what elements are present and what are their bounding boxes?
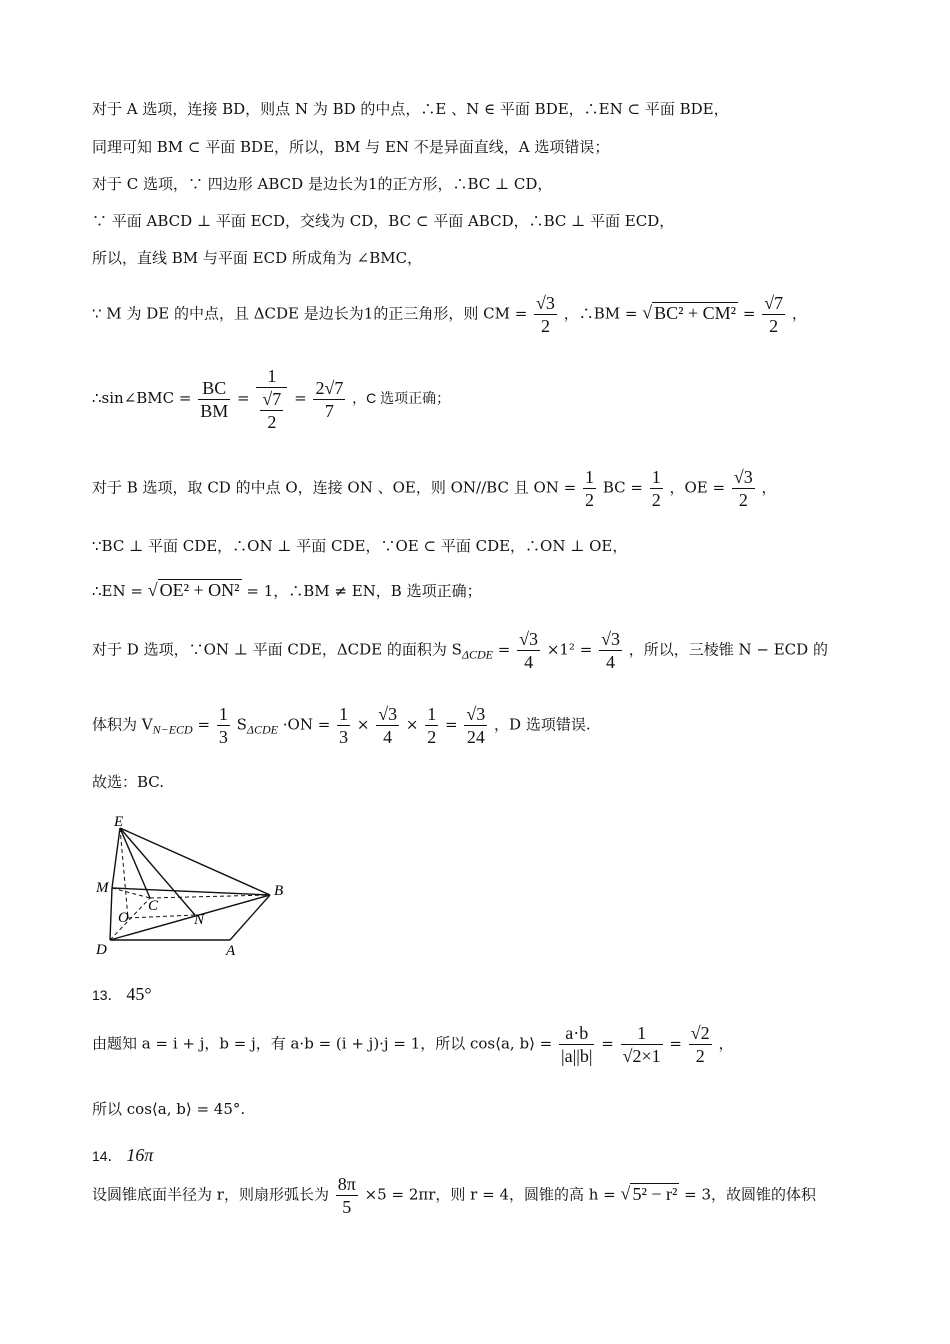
l11-text-d: ，所以，三棱锥 N − ECD 的 — [628, 640, 828, 659]
num: 1 — [621, 1022, 663, 1045]
text-line-12 — [92, 703, 591, 748]
l11-text-a: 对于 D 选项，∵ON ⊥ 平面 CDE，ΔCDE 的面积为 S — [92, 640, 462, 659]
frac-1-over-2-b — [650, 466, 663, 511]
frac-sqrt3-over-24 — [464, 703, 487, 748]
l7-text-a: ∴sin∠BMC = — [92, 389, 192, 407]
l6-text-b: ，∴BM = — [563, 304, 638, 323]
l16-text-b: ×5 = 2πr，则 r = 4，圆锥的高 h = — [364, 1185, 616, 1204]
geometry-figure — [90, 810, 300, 960]
num: √3 — [536, 293, 555, 313]
den: 2 — [651, 490, 661, 510]
frac-1-over-3 — [217, 703, 230, 748]
radicand: OE² + ON² — [159, 580, 240, 600]
l12-text-c: S — [236, 715, 247, 734]
frac-sqrt2-over-2 — [689, 1022, 712, 1067]
label-N: N — [194, 912, 205, 928]
edge-MD — [110, 888, 112, 940]
text-line-3: 对于 C 选项，∵ 四边形 ABCD 是边长为1的正方形，∴BC ⊥ CD， — [92, 175, 553, 193]
den: 3 — [339, 727, 349, 747]
label-D: D — [96, 942, 107, 958]
l12-text-g: = — [445, 715, 458, 734]
frac-bc-over-bm — [198, 377, 230, 422]
frac-ab-over-absab — [559, 1022, 594, 1067]
frac-sqrt3-over-2 — [534, 292, 557, 337]
den: 2 — [769, 316, 779, 336]
den: 2 — [738, 490, 748, 510]
l12-text-e: × — [356, 715, 370, 734]
num: 1 — [651, 467, 661, 487]
frac-sqrt3-over-4 — [517, 628, 540, 673]
l6-text-a: ∵ M 为 DE 的中点，且 ΔCDE 是边长为1的正三角形，则 CM = — [92, 304, 528, 323]
den: 3 — [218, 727, 228, 747]
frac-2sqrt7-over-7 — [313, 377, 345, 422]
text-line-16 — [92, 1173, 816, 1218]
inner-frac — [260, 388, 283, 433]
l14-text-a: 由题知 a = i + j，b = j，有 a·b = (i + j)·j = 1，所以 cos⟨a, b⟩ = — [92, 1034, 553, 1053]
text-line-13: 故选：BC. — [92, 773, 165, 791]
q13-number: 13． — [92, 987, 122, 1003]
frac-1-over-3-b — [337, 703, 350, 748]
text-line-9: ∵BC ⊥ 平面 CDE，∴ON ⊥ 平面 CDE，∵OE ⊂ 平面 CDE，∴ON ⊥ OE， — [92, 537, 628, 555]
text-line-4: ∵ 平面 ABCD ⊥ 平面 ECD，交线为 CD，BC ⊂ 平面 ABCD，∴BC ⊥ 平面 ECD， — [92, 212, 675, 230]
edge-BA — [230, 895, 270, 940]
num: √3 — [519, 629, 539, 649]
den: 2 — [267, 412, 277, 432]
edge-ON — [128, 915, 195, 918]
frac-1-over-2-c — [425, 703, 438, 748]
num: 1 — [585, 467, 595, 487]
den: 24 — [466, 727, 485, 747]
l12-text-f: × — [405, 715, 419, 734]
l7-text-b: = — [237, 389, 250, 407]
num: √3 — [733, 467, 753, 487]
num: 1 — [256, 365, 287, 388]
q13-answer: 45° — [126, 984, 152, 1004]
l14-text-b: = — [601, 1034, 614, 1053]
den: √2×1 — [622, 1046, 661, 1066]
l12-text-h: ，D 选项错误. — [494, 715, 591, 734]
label-B: B — [274, 883, 284, 899]
l8-text-d: ， — [761, 478, 777, 497]
num: √2 — [690, 1023, 710, 1043]
radicand: 5² − r² — [632, 1183, 678, 1204]
den: 2 — [585, 490, 595, 510]
l12-sub: N−ECD — [152, 722, 193, 737]
num: √3 — [601, 629, 620, 649]
den: BM — [200, 400, 229, 421]
sqrt-expr-2: √ OE² + ON² — [147, 580, 240, 600]
den: 2 — [695, 1046, 705, 1066]
frac-8pi-over-5 — [336, 1173, 358, 1218]
l7-text-c: = — [294, 389, 307, 407]
den: |a||b| — [561, 1046, 593, 1066]
den: 7 — [324, 400, 334, 421]
text-line-5: 所以，直线 BM 与平面 ECD 所成角为 ∠BMC， — [92, 249, 423, 267]
edge-CB — [150, 895, 270, 898]
label-C: C — [148, 898, 159, 914]
l12-text-b: = — [197, 715, 211, 734]
den: 2 — [540, 316, 550, 336]
den: 2 — [427, 727, 437, 747]
l14-text-c: = — [669, 1034, 682, 1053]
l11-text-c: ×1² = — [546, 640, 593, 659]
frac-1-over-sqrt2x1 — [621, 1022, 663, 1067]
num: √7 — [764, 293, 784, 313]
l6-text-e: ， — [791, 304, 807, 323]
sqrt-expr: √ BC² + CM² — [642, 302, 737, 323]
l12-text-a: 体积为 V — [92, 715, 153, 734]
num: BC — [198, 377, 230, 400]
l14-text-d: ， — [718, 1034, 734, 1053]
num: 1 — [339, 704, 349, 724]
label-E: E — [114, 814, 124, 830]
text-line-1: 对于 A 选项，连接 BD，则点 N 为 BD 的中点，∴E 、N ∈ 平面 BDE，∴EN ⊂ 平面 BDE， — [92, 100, 729, 118]
question-13 — [92, 982, 152, 1007]
num: a·b — [559, 1022, 594, 1045]
den: 4 — [606, 652, 615, 672]
text-line-10 — [92, 578, 482, 603]
text-line-8 — [92, 466, 777, 511]
text-line-7 — [92, 365, 450, 433]
edge-EO — [120, 828, 128, 918]
l10-text-c: = 1，∴BM ≠ EN，B 选项正确； — [246, 582, 482, 600]
l8-text-b: BC = — [602, 478, 643, 497]
l8-text-a: 对于 B 选项，取 CD 的中点 O，连接 ON 、OE，则 ON//BC 且 ON = — [92, 478, 577, 497]
num: √3 — [466, 704, 486, 724]
radicand: BC² + CM² — [654, 302, 737, 323]
q14-answer: 16π — [126, 1145, 154, 1165]
l11-text-b: = — [497, 640, 511, 659]
frac-1-over-2 — [583, 466, 596, 511]
num: 2√7 — [315, 377, 344, 398]
edge-EB — [120, 828, 270, 895]
den — [256, 388, 287, 433]
edge-EC — [120, 828, 150, 898]
label-O: O — [118, 910, 129, 926]
text-line-14 — [92, 1022, 733, 1067]
l16-text-d: = 3，故圆锥的体积 — [684, 1185, 817, 1204]
frac-sqrt3-over-2-b — [732, 466, 755, 511]
frac-sqrt3-over-4-b — [599, 628, 622, 673]
l6-text-d: = — [742, 304, 756, 323]
l7-text-d: ，C 选项正确； — [352, 390, 451, 406]
edge-EM — [112, 828, 120, 888]
text-line-2: 同理可知 BM ⊂ 平面 BDE，所以，BM 与 EN 不是异面直线，A 选项错误； — [92, 138, 610, 156]
frac-sqrt3-over-4-c — [376, 703, 399, 748]
num: √3 — [378, 704, 398, 724]
label-A: A — [226, 943, 236, 959]
num: √7 — [262, 389, 282, 409]
num: 1 — [218, 704, 228, 724]
l12-text-d: ·ON = — [282, 715, 331, 734]
text-line-6 — [92, 292, 807, 337]
edge-DB — [110, 895, 270, 940]
frac-sqrt7-over-2 — [762, 292, 785, 337]
sqrt-expr-3: √ 5² − r² — [620, 1183, 678, 1204]
l11-sub: ΔCDE — [461, 647, 493, 662]
l16-text-a: 设圆锥底面半径为 r，则扇形弧长为 — [92, 1185, 329, 1204]
l12-sub2: ΔCDE — [246, 722, 278, 737]
l8-text-c: ，OE = — [669, 478, 726, 497]
text-line-11 — [92, 628, 828, 673]
den: 5 — [342, 1197, 352, 1217]
frac-1-over-sqrt7-2 — [256, 365, 287, 433]
question-14 — [92, 1143, 153, 1168]
q14-number: 14． — [92, 1148, 122, 1164]
l10-text-a: ∴EN = — [92, 582, 143, 600]
label-M: M — [96, 880, 109, 896]
num: 1 — [427, 704, 437, 724]
den: 4 — [524, 652, 534, 672]
den: 4 — [383, 727, 393, 747]
num: 8π — [337, 1174, 356, 1194]
text-line-15: 所以 cos⟨a, b⟩ = 45°. — [92, 1100, 246, 1118]
